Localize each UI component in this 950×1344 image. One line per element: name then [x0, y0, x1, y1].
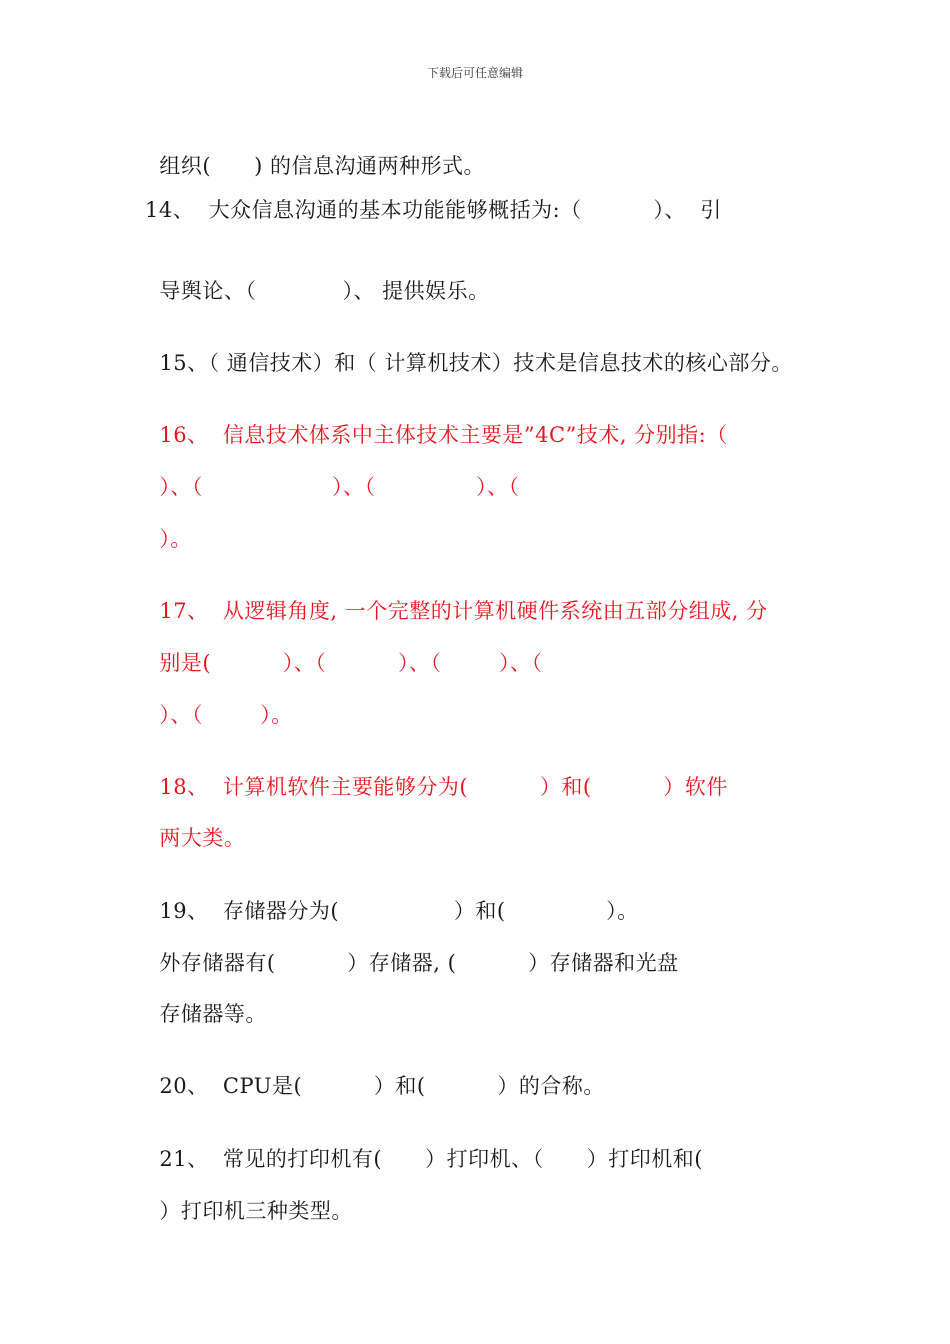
q16-line-3 [145, 494, 810, 551]
q20-line [145, 1041, 810, 1098]
q21-line-2 [145, 1166, 810, 1223]
q19-text-3: 存储器等。 [159, 1002, 267, 1026]
q17-line-3 [145, 670, 810, 727]
q21-text-1: 21、 常见的打印机有( ）打印机、（ ）打印机和( [159, 1147, 703, 1171]
q21-text-2: ）打印机三种类型。 [159, 1199, 353, 1223]
q14-text-1: 14、 大众信息沟通的基本功能能够概括为:（ ）、 引 [145, 198, 722, 222]
q19-text-1: 19、 存储器分为( ）和( ）。 [159, 899, 639, 923]
q17-line-2 [145, 618, 810, 675]
q17-text-2: 别是( ）、（ ）、（ ）、（ [159, 651, 543, 675]
q14-line-2 [145, 246, 810, 303]
q18-text-2: 两大类。 [159, 826, 246, 850]
q18-line-2 [145, 793, 810, 850]
q17-text-3: ）、（ ）。 [159, 703, 293, 727]
q20-text: 20、 CPU是( ）和( ）的合称。 [159, 1074, 605, 1098]
q18-line-1 [145, 742, 810, 799]
q19-line-1 [145, 866, 810, 923]
q14-text-2: 导舆论、（ ）、 提供娱乐。 [159, 279, 490, 303]
q19-line-3 [145, 969, 810, 1026]
q17-text-1: 17、 从逻辑角度, 一个完整的计算机硬件系统由五部分组成, 分 [159, 599, 768, 623]
q19-text-2: 外存储器有( ）存储器, ( ）存储器和光盘 [159, 951, 679, 975]
page-header: 下载后可任意编辑 [426, 66, 523, 80]
q18-text-1: 18、 计算机软件主要能够分为( ）和( ）软件 [159, 775, 728, 799]
q16-text-1: 16、 信息技术体系中主体技术主要是”4C”技术, 分别指:（ [159, 423, 728, 447]
q15-line [145, 318, 825, 375]
q17-line-1 [145, 566, 810, 623]
q21-line-1 [145, 1114, 810, 1171]
q13-text: 组织( ) 的信息沟通两种形式。 [159, 154, 485, 178]
q16-text-2: ）、（ ）、（ ）、（ [159, 475, 520, 499]
q16-line-2 [145, 442, 810, 499]
q16-line-1 [145, 390, 810, 447]
q13-line [145, 121, 810, 178]
q14-line-1 [145, 195, 810, 225]
q15-text: 15、（ 通信技术）和（ 计算机技术）技术是信息技术的核心部分。 [159, 351, 793, 375]
q19-line-2 [145, 918, 810, 975]
q16-text-3: ）。 [159, 527, 192, 551]
